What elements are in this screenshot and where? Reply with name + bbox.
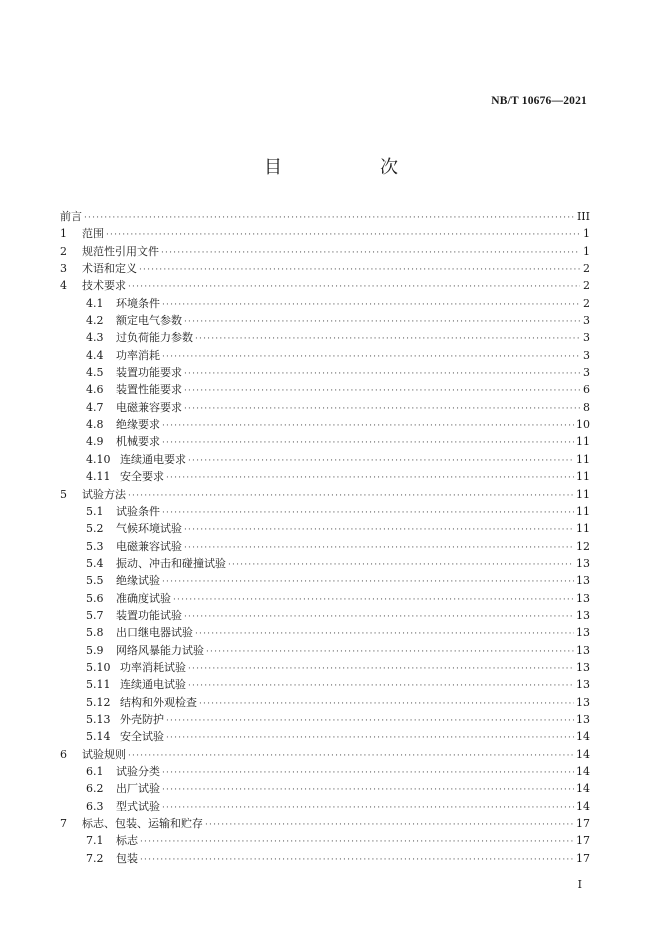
toc-entry-title: 功率消耗试验 bbox=[120, 660, 186, 674]
toc-entry-page: 2 bbox=[583, 262, 590, 276]
toc-entry[interactable] bbox=[60, 208, 590, 225]
toc-entry-page: 17 bbox=[576, 851, 590, 865]
toc-entry[interactable] bbox=[60, 312, 590, 329]
dot-leader bbox=[188, 456, 574, 466]
toc-entry-page: 14 bbox=[576, 747, 590, 761]
dot-leader bbox=[166, 733, 574, 743]
toc-entry-page: 12 bbox=[576, 539, 590, 553]
toc-entry-page: 11 bbox=[576, 522, 590, 536]
dot-leader bbox=[173, 595, 574, 605]
toc-entry-page: 14 bbox=[576, 782, 590, 796]
toc-entry-number: 6 bbox=[60, 747, 67, 761]
toc-entry-number: 5.12 bbox=[86, 695, 111, 709]
dot-leader bbox=[140, 837, 574, 847]
toc-entry-page: 13 bbox=[576, 608, 590, 622]
dot-leader bbox=[162, 352, 580, 362]
toc-entry-title: 准确度试验 bbox=[116, 591, 171, 605]
toc-entry-page: 3 bbox=[583, 348, 590, 362]
toc-entry[interactable] bbox=[60, 798, 590, 815]
toc-entry-title: 气候环境试验 bbox=[116, 522, 182, 536]
toc-entry[interactable] bbox=[60, 277, 590, 294]
toc-entry[interactable] bbox=[60, 694, 590, 711]
toc-entry[interactable] bbox=[60, 746, 590, 763]
dot-leader bbox=[199, 699, 574, 709]
toc-entry-number: 5.11 bbox=[86, 678, 111, 692]
dot-leader bbox=[161, 248, 580, 258]
dot-leader bbox=[166, 473, 574, 483]
toc-entry-title: 环境条件 bbox=[116, 296, 160, 310]
dot-leader bbox=[162, 421, 574, 431]
toc-entry-title: 装置功能要求 bbox=[116, 366, 182, 380]
toc-entry-title: 额定电气参数 bbox=[116, 314, 182, 328]
toc-entry[interactable] bbox=[60, 260, 590, 277]
toc-entry[interactable] bbox=[60, 538, 590, 555]
toc-entry-title: 范围 bbox=[82, 227, 104, 241]
toc-entry[interactable] bbox=[60, 381, 590, 398]
toc-entry-page: 3 bbox=[583, 314, 590, 328]
toc-entry-page: 17 bbox=[576, 834, 590, 848]
toc-entry-title: 标志 bbox=[116, 834, 138, 848]
toc-entry[interactable] bbox=[60, 850, 590, 867]
toc-entry[interactable] bbox=[60, 364, 590, 381]
toc-entry-page: 13 bbox=[576, 712, 590, 726]
dot-leader bbox=[84, 213, 575, 223]
toc-entry-page: 13 bbox=[576, 626, 590, 640]
toc-entry-title: 过负荷能力参数 bbox=[116, 331, 193, 345]
toc-entry-title: 安全要求 bbox=[120, 470, 164, 484]
dot-leader bbox=[205, 820, 574, 830]
toc-entry-page: 13 bbox=[576, 678, 590, 692]
dot-leader bbox=[184, 525, 574, 535]
toc-entry-title: 绝缘要求 bbox=[116, 418, 160, 432]
toc-entry[interactable] bbox=[60, 520, 590, 537]
toc-entry[interactable] bbox=[60, 329, 590, 346]
toc-entry[interactable] bbox=[60, 416, 590, 433]
toc-entry-number: 4 bbox=[60, 279, 67, 293]
toc-entry-title: 连续通电要求 bbox=[120, 452, 186, 466]
dot-leader bbox=[195, 334, 580, 344]
toc-entry-page: 13 bbox=[576, 695, 590, 709]
toc-entry[interactable] bbox=[60, 711, 590, 728]
toc-entry-page: 8 bbox=[583, 400, 590, 414]
dot-leader bbox=[162, 300, 580, 310]
toc-entry-number: 5.10 bbox=[86, 660, 111, 674]
dot-leader bbox=[184, 404, 580, 414]
toc-entry-number: 4.2 bbox=[86, 314, 104, 328]
toc-entry-title: 型式试验 bbox=[116, 799, 160, 813]
toc-entry-title: 机械要求 bbox=[116, 435, 160, 449]
dot-leader bbox=[184, 543, 574, 553]
toc-entry[interactable] bbox=[60, 780, 590, 797]
toc-entry[interactable] bbox=[60, 347, 590, 364]
toc-entry-page: 17 bbox=[576, 817, 590, 831]
table-of-contents bbox=[60, 208, 590, 867]
toc-entry-page: 13 bbox=[576, 660, 590, 674]
toc-entry-number: 4.4 bbox=[86, 348, 104, 362]
toc-entry-title: 安全试验 bbox=[120, 730, 164, 744]
dot-leader bbox=[162, 803, 574, 813]
toc-entry-page: 13 bbox=[576, 574, 590, 588]
page-folio: I bbox=[577, 878, 582, 891]
dot-leader bbox=[184, 369, 580, 379]
toc-entry-title: 绝缘试验 bbox=[116, 574, 160, 588]
toc-entry-title: 结构和外观检查 bbox=[120, 695, 197, 709]
toc-entry-title: 振动、冲击和碰撞试验 bbox=[116, 556, 226, 570]
toc-entry-title: 连续通电试验 bbox=[120, 678, 186, 692]
toc-entry[interactable] bbox=[60, 676, 590, 693]
toc-entry[interactable] bbox=[60, 728, 590, 745]
toc-entry-number: 4.10 bbox=[86, 452, 111, 466]
dot-leader bbox=[106, 230, 580, 240]
toc-entry-title: 网络风暴能力试验 bbox=[116, 643, 204, 657]
toc-entry[interactable] bbox=[60, 486, 590, 503]
toc-entry[interactable] bbox=[60, 624, 590, 641]
toc-entry-title: 前言 bbox=[60, 210, 82, 223]
toc-entry[interactable] bbox=[60, 295, 590, 312]
toc-entry-number: 6.1 bbox=[86, 765, 104, 778]
dot-leader bbox=[139, 265, 580, 275]
dot-leader bbox=[140, 855, 574, 865]
toc-entry-title: 术语和定义 bbox=[82, 262, 137, 276]
toc-entry-number: 4.11 bbox=[86, 470, 111, 484]
toc-entry-title: 规范性引用文件 bbox=[82, 244, 159, 258]
toc-entry[interactable] bbox=[60, 225, 590, 242]
toc-entry-number: 5.5 bbox=[86, 574, 104, 588]
toc-entry-number: 4.3 bbox=[86, 331, 104, 345]
dot-leader bbox=[166, 716, 574, 726]
dot-leader bbox=[162, 508, 574, 518]
toc-entry-title: 电磁兼容要求 bbox=[116, 400, 182, 414]
toc-entry-page: 11 bbox=[576, 435, 590, 449]
dot-leader bbox=[162, 577, 574, 587]
toc-entry-page: 13 bbox=[576, 591, 590, 605]
toc-entry[interactable] bbox=[60, 468, 590, 485]
toc-entry[interactable] bbox=[60, 607, 590, 624]
toc-entry-number: 5.9 bbox=[86, 643, 104, 657]
toc-entry-number: 4.5 bbox=[86, 366, 104, 380]
toc-entry-page: 14 bbox=[576, 799, 590, 813]
toc-entry-page: III bbox=[576, 210, 590, 223]
toc-entry-title: 包装 bbox=[116, 851, 138, 865]
toc-entry-page: 2 bbox=[583, 279, 590, 293]
toc-entry-number: 2 bbox=[60, 244, 67, 258]
toc-entry-title: 试验条件 bbox=[116, 504, 160, 518]
toc-entry-title: 出口继电器试验 bbox=[116, 626, 193, 640]
toc-entry-number: 5.2 bbox=[86, 522, 104, 536]
toc-entry-number: 4.1 bbox=[86, 296, 104, 310]
toc-entry[interactable] bbox=[60, 433, 590, 450]
toc-entry-page: 3 bbox=[583, 366, 590, 380]
toc-entry[interactable] bbox=[60, 572, 590, 589]
toc-entry-title: 出厂试验 bbox=[116, 782, 160, 796]
toc-entry-number: 4.6 bbox=[86, 383, 104, 397]
dot-leader bbox=[162, 785, 574, 795]
toc-entry-page: 11 bbox=[576, 452, 590, 466]
toc-entry-page: 10 bbox=[576, 418, 590, 432]
dot-leader bbox=[228, 560, 574, 570]
toc-entry[interactable] bbox=[60, 590, 590, 607]
toc-entry-number: 5.14 bbox=[86, 730, 111, 744]
toc-entry[interactable] bbox=[60, 399, 590, 416]
dot-leader bbox=[188, 681, 574, 691]
dot-leader bbox=[162, 768, 574, 778]
toc-entry-number: 6.2 bbox=[86, 782, 104, 796]
standard-code: NB/T 10676—2021 bbox=[491, 95, 587, 107]
toc-entry-number: 5.8 bbox=[86, 626, 104, 640]
toc-entry[interactable] bbox=[60, 503, 590, 520]
toc-entry-number: 5.6 bbox=[86, 591, 104, 605]
toc-entry-number: 5.3 bbox=[86, 539, 104, 553]
toc-entry-title: 技术要求 bbox=[82, 279, 126, 293]
dot-leader bbox=[206, 647, 574, 657]
dot-leader bbox=[128, 751, 574, 761]
toc-entry-title: 外壳防护 bbox=[120, 712, 164, 726]
toc-entry[interactable] bbox=[60, 659, 590, 676]
toc-entry-title: 装置性能要求 bbox=[116, 383, 182, 397]
toc-entry[interactable] bbox=[60, 815, 590, 832]
toc-entry-page: 3 bbox=[583, 331, 590, 345]
toc-entry-number: 5.1 bbox=[86, 504, 104, 518]
toc-entry[interactable] bbox=[60, 451, 590, 468]
toc-entry-page: 13 bbox=[576, 556, 590, 570]
toc-entry-page: 14 bbox=[576, 765, 590, 778]
toc-entry-page: 11 bbox=[576, 487, 590, 501]
toc-entry-page: 14 bbox=[576, 730, 590, 744]
toc-entry-title: 电磁兼容试验 bbox=[116, 539, 182, 553]
toc-entry[interactable] bbox=[60, 832, 590, 849]
toc-entry-title: 试验规则 bbox=[82, 747, 126, 761]
dot-leader bbox=[162, 438, 574, 448]
toc-entry-page: 1 bbox=[583, 227, 590, 241]
toc-entry-number: 3 bbox=[60, 262, 67, 276]
toc-entry-title: 装置功能试验 bbox=[116, 608, 182, 622]
toc-entry-page: 13 bbox=[576, 643, 590, 657]
toc-entry[interactable] bbox=[60, 243, 590, 260]
toc-entry-number: 7.1 bbox=[86, 834, 104, 848]
dot-leader bbox=[184, 317, 580, 327]
toc-entry-number: 5 bbox=[60, 487, 67, 501]
dot-leader bbox=[184, 386, 580, 396]
toc-entry-number: 7 bbox=[60, 817, 67, 831]
dot-leader bbox=[195, 629, 574, 639]
toc-entry-title: 标志、包装、运输和贮存 bbox=[82, 817, 203, 831]
toc-entry-number: 1 bbox=[60, 227, 67, 241]
page-title: 目 次 bbox=[264, 157, 438, 178]
toc-entry-number: 5.13 bbox=[86, 712, 111, 726]
toc-entry-number: 5.7 bbox=[86, 608, 104, 622]
toc-entry[interactable] bbox=[60, 763, 590, 780]
dot-leader bbox=[128, 491, 574, 501]
toc-entry-page: 1 bbox=[583, 244, 590, 258]
toc-entry-number: 5.4 bbox=[86, 556, 104, 570]
toc-entry-number: 7.2 bbox=[86, 851, 104, 865]
toc-entry-page: 6 bbox=[583, 383, 590, 397]
toc-entry[interactable] bbox=[60, 642, 590, 659]
dot-leader bbox=[188, 664, 574, 674]
toc-entry-number: 4.8 bbox=[86, 418, 104, 432]
toc-entry-title: 试验分类 bbox=[116, 765, 160, 778]
toc-entry-page: 11 bbox=[576, 504, 590, 518]
dot-leader bbox=[128, 282, 580, 292]
toc-entry-number: 4.7 bbox=[86, 400, 104, 414]
toc-entry-title: 功率消耗 bbox=[116, 348, 160, 362]
toc-entry-page: 2 bbox=[583, 296, 590, 310]
toc-entry-number: 6.3 bbox=[86, 799, 104, 813]
toc-entry-title: 试验方法 bbox=[82, 487, 126, 501]
toc-entry-page: 11 bbox=[576, 470, 590, 484]
toc-entry-number: 4.9 bbox=[86, 435, 104, 449]
toc-entry[interactable] bbox=[60, 555, 590, 572]
dot-leader bbox=[184, 612, 574, 622]
